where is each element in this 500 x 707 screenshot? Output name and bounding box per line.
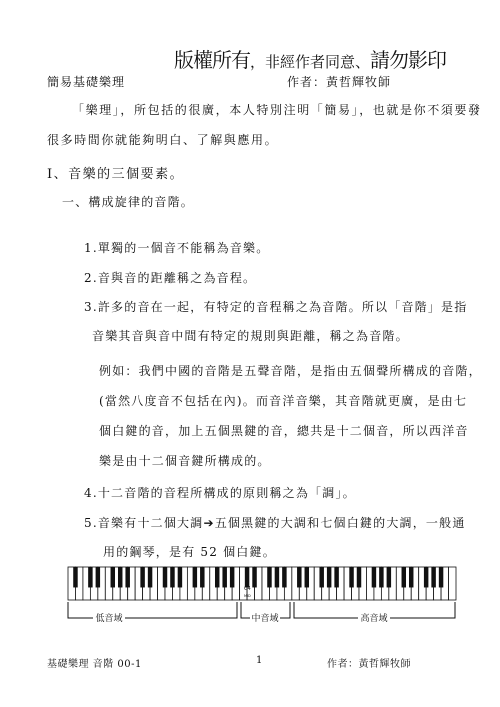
- black-key: [178, 567, 182, 587]
- black-key: [252, 567, 256, 587]
- black-key: [305, 567, 309, 587]
- section-subheading: 一、構成旋律的音階。: [62, 195, 195, 209]
- list-item-2: 2.音與音的距離稱之為音程。: [84, 271, 257, 285]
- section-heading: Ⅰ、音樂的三個要素。: [47, 167, 185, 182]
- low-range-bracket: [68, 602, 237, 618]
- black-key: [88, 567, 92, 587]
- example-line-1: 例如：我們中國的音階是五聲音階，是指由五個聲所構成的音階，: [99, 364, 482, 378]
- black-key: [118, 567, 122, 587]
- black-key: [349, 567, 353, 587]
- black-key: [245, 567, 249, 587]
- black-key: [267, 567, 271, 587]
- copyright-notice: [174, 44, 446, 73]
- black-key: [96, 567, 100, 587]
- arrow-right-icon: ➔: [203, 516, 215, 530]
- black-key: [327, 567, 331, 587]
- black-key: [200, 567, 204, 587]
- footer-author: 作者：黃哲輝牧師: [327, 659, 411, 670]
- list-item-3-line-2: 音樂其音與音中間有特定的規則與距離，稱之為音階。: [92, 329, 409, 343]
- black-key: [297, 567, 301, 587]
- intro-line-1: 「樂理」，所包括的很廣，本人特別注明「簡易」，也就是你不須要發: [72, 103, 482, 117]
- mid-range-label: 中音域: [251, 614, 279, 624]
- black-key: [193, 567, 197, 587]
- example-line-3: 個白鍵的音，加上五個黑鍵的音，總共是十二個音，所以西洋音: [99, 424, 469, 438]
- example-line-4: 樂是由十二個音鍵所構成的。: [99, 454, 271, 468]
- list-item-1: 1.單獨的一個音不能稱為音樂。: [84, 241, 270, 255]
- list-item-5-text-b: 五個黑鍵的大調和七個白鍵的大調，一般通: [214, 516, 466, 530]
- black-key: [439, 567, 443, 587]
- copyright-part1: 版權所有: [174, 48, 250, 72]
- black-key: [230, 567, 234, 587]
- black-key: [402, 567, 406, 587]
- high-range-label: 高音域: [360, 614, 388, 624]
- black-key: [282, 567, 286, 587]
- black-key: [111, 567, 115, 587]
- black-key: [334, 567, 338, 587]
- piano-keyboard: [67, 566, 457, 624]
- black-key: [125, 567, 129, 587]
- black-key: [431, 567, 435, 587]
- black-key: [140, 567, 144, 587]
- black-key: [148, 567, 152, 587]
- white-key: [449, 567, 456, 600]
- example-line-2: (當然八度音不包括在內)。而音洋音樂，其音階就更廣，是由七: [99, 394, 468, 408]
- black-key: [215, 567, 219, 587]
- c4-label: C4: [244, 586, 251, 592]
- black-key: [357, 567, 361, 587]
- list-item-4: 4.十二音階的音程所構成的原則稱之為「調」。: [84, 486, 356, 500]
- footer-left: 基礎樂理 音階 00-1: [47, 659, 142, 670]
- copyright-part3: 請勿影印: [370, 48, 447, 72]
- black-key: [387, 567, 391, 587]
- black-key: [222, 567, 226, 587]
- list-item-3-line-1: 3.許多的音在一起，有特定的音程稱之為音階。所以「音階」是指: [84, 300, 468, 314]
- black-key: [73, 567, 77, 587]
- low-range-label: 低音域: [95, 614, 123, 624]
- list-item-5-text-a: 5.音樂有十二個大調: [84, 516, 204, 530]
- black-key: [379, 567, 383, 587]
- document-title: 簡易基礎樂理: [47, 75, 126, 89]
- black-key: [319, 567, 323, 587]
- black-key: [372, 567, 376, 587]
- piano-keyboard-figure: [67, 566, 457, 624]
- c4-sub-label: MID: [244, 594, 251, 598]
- copyright-part2: ，非經作者同意、: [250, 53, 371, 71]
- black-key: [275, 567, 279, 587]
- black-key: [409, 567, 413, 587]
- list-item-5-line-1: [84, 514, 466, 531]
- black-key: [424, 567, 428, 587]
- black-key: [170, 567, 174, 587]
- document-author: 作者：黃哲輝牧師: [287, 75, 392, 89]
- page-number: 1: [256, 655, 263, 666]
- black-key: [163, 567, 167, 587]
- list-item-5-line-2: 用的鋼琴，是有 52 個白鍵。: [103, 545, 276, 559]
- intro-line-2: 很多時間你就能夠明白、了解與應用。: [47, 133, 279, 147]
